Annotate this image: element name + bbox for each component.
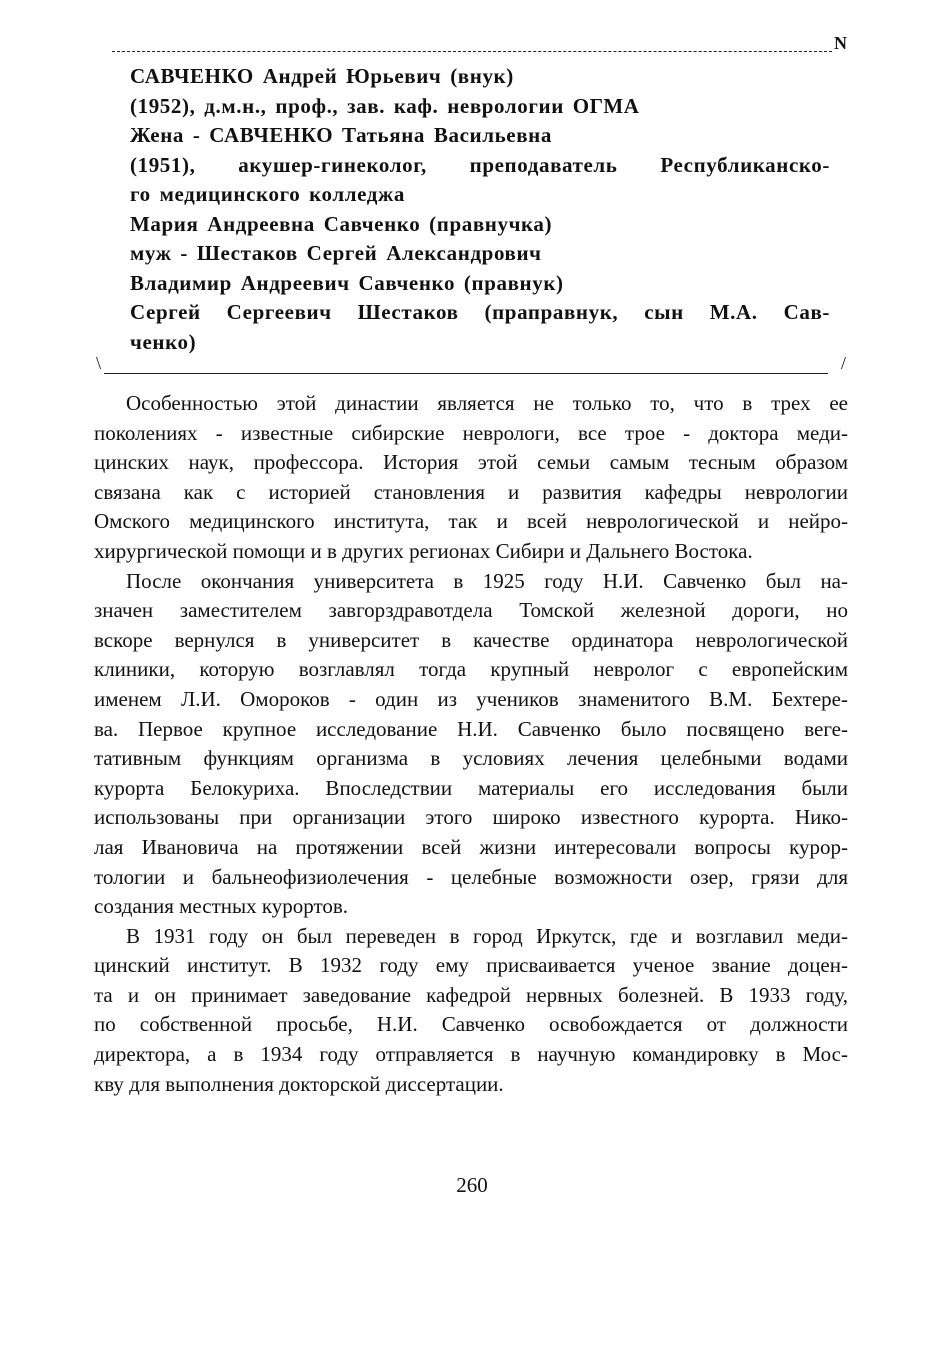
block-left-mark: \: [96, 353, 102, 373]
family-line: ченко): [130, 329, 197, 354]
text-line: создания местных курортов.: [94, 894, 349, 919]
text-line: тологии и бальнеофизиолечения - целебные возможности озер, грязи для: [94, 864, 848, 889]
text-line: После окончания университета в 1925 году Н.И. Савченко был на-: [126, 568, 848, 593]
family-line: САВЧЕНКО Андрей Юрьевич (внук): [130, 64, 514, 88]
text-line: значен заместителем завгорздравотдела Томской железной дороги, но: [94, 598, 848, 623]
text-line: именем Л.И. Омороков - один из учеников знаменитого В.М. Бехтере-: [94, 686, 848, 711]
text-line: лая Ивановича на протяжении всей жизни интересовали вопросы курор-: [94, 834, 848, 859]
body-text: [94, 389, 848, 1099]
top-dashed-rule: [112, 32, 832, 52]
family-line: го медицинского колледжа: [130, 182, 405, 206]
text-line: хирургической помощи и в других регионах Сибири и Дальнего Востока.: [94, 538, 753, 563]
text-line: по собственной просьбе, Н.И. Савченко освобождается от должности: [94, 1012, 848, 1037]
text-line: В 1931 году он был переведен в город Иркутск, где и возглавил меди-: [126, 923, 848, 948]
family-line: Мария Андреевна Савченко (правнучка): [130, 211, 553, 236]
top-rule-marker: N: [834, 33, 847, 53]
family-genealogy-block: [130, 62, 830, 357]
paragraph: [94, 389, 848, 567]
family-line: муж - Шестаков Сергей Александрович: [130, 241, 542, 265]
text-line: клиники, которую возглавлял тогда крупный невролог с европейским: [94, 657, 848, 682]
family-line: (1951), акушер-гинеколог, преподаватель Республиканско-: [130, 152, 830, 177]
text-line: цинский институт. В 1932 году ему присваивается ученое звание доцен-: [94, 953, 848, 978]
text-line: Омского медицинского института, так и всей неврологической и нейро-: [94, 509, 848, 534]
text-line: курорта Белокуриха. Впоследствии материалы его исследования были: [94, 775, 848, 800]
text-line: кву для выполнения докторской диссертации.: [94, 1071, 504, 1096]
family-line: Сергей Сергеевич Шестаков (праправнук, сын М.А. Сав-: [130, 300, 830, 324]
block-right-mark: /: [841, 353, 847, 373]
paragraph: [94, 567, 848, 922]
page-number: 260: [456, 1173, 488, 1197]
text-line: Особенностью этой династии является не только то, что в трех ее: [126, 391, 848, 415]
family-line: Жена - САВЧЕНКО Татьяна Васильевна: [130, 123, 552, 147]
text-line: тативным функциям организма в условиях лечения целебными водами: [94, 746, 848, 771]
text-line: цинских наук, профессора. История этой семьи самым тесным образом: [94, 450, 848, 475]
paragraph: [94, 922, 848, 1100]
text-line: директора, а в 1934 году отправляется в научную командировку в Мос-: [94, 1042, 848, 1067]
text-line: та и он принимает заведование кафедрой нервных болезней. В 1933 году,: [94, 982, 848, 1007]
family-line: (1952), д.м.н., проф., зав. каф. неврологии ОГМА: [130, 93, 640, 118]
text-line: вскоре вернулся в университет в качестве ординатора неврологической: [94, 627, 848, 652]
text-line: ва. Первое крупное исследование Н.И. Савченко было посвящено веге-: [94, 716, 848, 741]
family-line: Владимир Андреевич Савченко (правнук): [130, 270, 564, 295]
block-bottom-rule: [104, 358, 828, 374]
text-line: поколениях - известные сибирские неврологи, все трое - доктора меди-: [94, 420, 848, 445]
text-line: связана как с историей становления и развития кафедры неврологии: [94, 479, 848, 504]
text-line: использованы при организации этого широко известного курорта. Нико-: [94, 805, 848, 830]
